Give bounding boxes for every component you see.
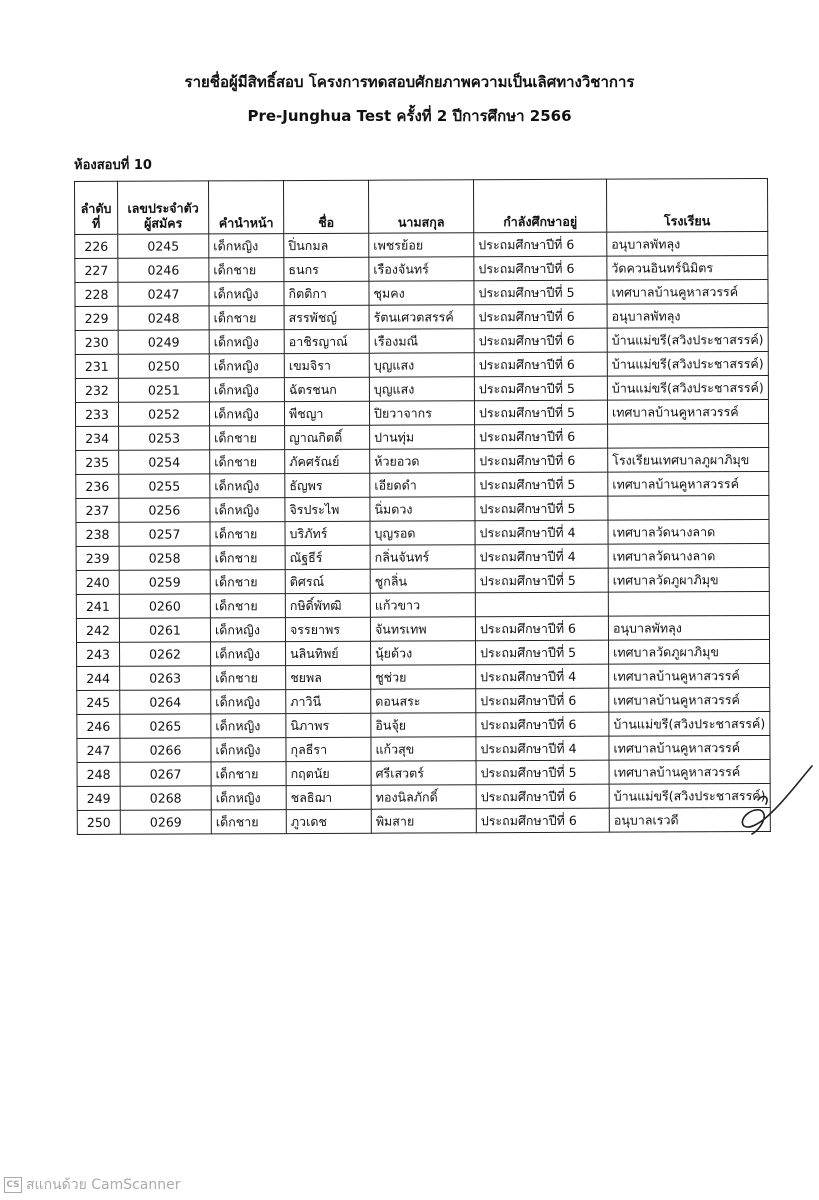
- cell-school: เทศบาลบ้านคูหาสวรรค์: [609, 687, 770, 712]
- cell-order: 236: [76, 474, 119, 498]
- table-row: [77, 663, 770, 690]
- table-row: [75, 351, 768, 378]
- cell-first-name: พีชญา: [284, 401, 369, 425]
- cell-grade: ประถมศึกษาปีที่ 5: [476, 640, 609, 665]
- cell-applicant-id: 0264: [120, 690, 211, 714]
- cell-first-name: นลินทิพย์: [286, 641, 371, 665]
- cell-applicant-id: 0257: [119, 522, 210, 546]
- cell-applicant-id: 0262: [120, 642, 211, 666]
- cell-first-name: ญาณกิตติ์: [285, 425, 370, 449]
- table-row: [76, 519, 769, 546]
- cell-first-name: ภูวเดช: [286, 809, 371, 833]
- cell-prefix: เด็กชาย: [210, 426, 285, 450]
- cell-last-name: ดอนสระ: [371, 689, 476, 713]
- cell-grade: ประถมศึกษาปีที่ 5: [475, 496, 608, 521]
- cell-applicant-id: 0248: [118, 306, 209, 330]
- cell-order: 238: [76, 522, 119, 546]
- cell-grade: ประถมศึกษาปีที่ 4: [475, 544, 608, 569]
- cell-prefix: เด็กชาย: [210, 450, 285, 474]
- cell-grade: ประถมศึกษาปีที่ 5: [476, 760, 609, 785]
- cell-school: บ้านแม่ขรี(สวิงประชาสรรค์): [607, 375, 768, 400]
- table-row: [76, 423, 769, 450]
- cell-first-name: เขมจิรา: [284, 353, 369, 377]
- cell-order: 243: [77, 642, 120, 666]
- cell-prefix: เด็กหญิง: [209, 330, 284, 354]
- cell-last-name: บุญแสง: [369, 377, 474, 401]
- cell-applicant-id: 0250: [118, 354, 209, 378]
- cell-first-name: อาชิรญาณ์: [284, 329, 369, 353]
- cell-prefix: เด็กชาย: [209, 306, 284, 330]
- cell-last-name: ทองนิลภักดิ์: [371, 785, 476, 809]
- cell-order: 250: [77, 810, 120, 834]
- cell-last-name: ชูกลิ่น: [370, 569, 475, 593]
- cell-first-name: จรรยาพร: [285, 617, 370, 641]
- scanner-watermark: [4, 1174, 181, 1196]
- cell-order: 240: [76, 570, 119, 594]
- cell-applicant-id: 0251: [118, 378, 209, 402]
- cell-order: 232: [75, 378, 118, 402]
- cell-grade: ประถมศึกษาปีที่ 5: [475, 568, 608, 593]
- cell-order: 226: [75, 234, 118, 258]
- cell-prefix: เด็กชาย: [210, 546, 285, 570]
- scanner-watermark-text: สแกนด้วย CamScanner: [26, 1177, 181, 1193]
- cell-first-name: กิตติกา: [284, 281, 369, 305]
- table-row: [76, 495, 769, 522]
- cell-first-name: บริภัทร์: [285, 521, 370, 545]
- cell-prefix: เด็กชาย: [210, 570, 285, 594]
- header-prefix: คำนำหน้า: [209, 181, 284, 234]
- cell-grade: ประถมศึกษาปีที่ 6: [474, 304, 607, 329]
- table-row: [77, 759, 770, 786]
- cell-order: 241: [76, 594, 119, 618]
- cell-applicant-id: 0249: [118, 330, 209, 354]
- cell-prefix: เด็กชาย: [211, 810, 286, 834]
- cell-last-name: นิ่มดวง: [370, 497, 475, 521]
- cell-grade: ประถมศึกษาปีที่ 6: [476, 712, 609, 737]
- cell-prefix: เด็กหญิง: [209, 354, 284, 378]
- cell-prefix: เด็กหญิง: [211, 786, 286, 810]
- table-row: [76, 567, 769, 594]
- cell-order: 231: [75, 354, 118, 378]
- cell-order: 239: [76, 546, 119, 570]
- cell-prefix: เด็กชาย: [209, 258, 284, 282]
- cell-grade: ประถมศึกษาปีที่ 4: [475, 520, 608, 545]
- cell-order: 244: [77, 666, 120, 690]
- cell-applicant-id: 0258: [119, 546, 210, 570]
- cell-applicant-id: 0261: [119, 618, 210, 642]
- cell-prefix: เด็กหญิง: [211, 714, 286, 738]
- cell-school: โรงเรียนเทศบาลภูผาภิมุข: [608, 447, 769, 472]
- cell-prefix: เด็กหญิง: [210, 498, 285, 522]
- table-row: [75, 399, 768, 426]
- cell-last-name: พิมสาย: [371, 809, 476, 833]
- cell-order: 248: [77, 762, 120, 786]
- cell-prefix: เด็กหญิง: [211, 690, 286, 714]
- cell-last-name: รัตนเศวตสรรค์: [369, 305, 474, 329]
- cell-school: บ้านแม่ขรี(สวิงประชาสรรค์): [607, 327, 768, 352]
- cell-first-name: นิภาพร: [286, 713, 371, 737]
- cell-first-name: จิรประไพ: [285, 497, 370, 521]
- cell-school: บ้านแม่ขรี(สวิงประชาสรรค์): [609, 783, 770, 808]
- cell-applicant-id: 0267: [120, 762, 211, 786]
- cell-school: [608, 495, 769, 520]
- cell-order: 227: [75, 258, 118, 282]
- cell-grade: ประถมศึกษาปีที่ 6: [476, 784, 609, 809]
- cell-applicant-id: 0252: [118, 402, 209, 426]
- table-row: [76, 591, 769, 618]
- cell-last-name: แก้วสุข: [371, 737, 476, 761]
- cell-grade: ประถมศึกษาปีที่ 6: [476, 688, 609, 713]
- document-subtitle: Pre-Junghua Test ครั้งที่ 2 ปีการศึกษา 2566: [247, 107, 572, 125]
- header-school: โรงเรียน: [606, 178, 767, 232]
- cell-school: อนุบาลเรวดี: [609, 807, 770, 832]
- cell-school: วัดควนอินทร์นิมิตร: [607, 255, 768, 280]
- cell-order: 228: [75, 282, 118, 306]
- cell-prefix: เด็กหญิง: [211, 642, 286, 666]
- cell-order: 246: [77, 714, 120, 738]
- cell-school: บ้านแม่ขรี(สวิงประชาสรรค์): [609, 711, 770, 736]
- cell-grade: ประถมศึกษาปีที่ 4: [476, 736, 609, 761]
- cell-applicant-id: 0245: [118, 234, 209, 258]
- cell-last-name: จันทรเทพ: [370, 617, 475, 641]
- cell-grade: ประถมศึกษาปีที่ 5: [474, 280, 607, 305]
- table-row: [75, 255, 768, 282]
- cell-first-name: ฉัตรชนก: [284, 377, 369, 401]
- cell-grade: ประถมศึกษาปีที่ 6: [476, 808, 609, 833]
- document-title: รายชื่อผู้มีสิทธิ์สอบ โครงการทดสอบศักยภาพความเป็นเลิศทางวิชาการ: [184, 73, 635, 91]
- cell-prefix: เด็กหญิง: [209, 234, 284, 258]
- cell-prefix: เด็กหญิง: [209, 378, 284, 402]
- table-row: [75, 231, 768, 258]
- cell-last-name: กลิ่นจันทร์: [370, 545, 475, 569]
- cell-applicant-id: 0256: [119, 498, 210, 522]
- cell-school: เทศบาลบ้านคูหาสวรรค์: [609, 759, 770, 784]
- cell-grade: ประถมศึกษาปีที่ 6: [474, 328, 607, 353]
- cell-first-name: ชยพล: [286, 665, 371, 689]
- cell-grade: ประถมศึกษาปีที่ 6: [474, 352, 607, 377]
- cell-first-name: ปิ่นกมล: [284, 233, 369, 257]
- cell-order: 235: [76, 450, 119, 474]
- cell-applicant-id: 0255: [119, 474, 210, 498]
- header-grade: กำลังศึกษาอยู่: [473, 179, 606, 233]
- table-row: [77, 783, 770, 810]
- cell-school: เทศบาลบ้านคูหาสวรรค์: [609, 735, 770, 760]
- cell-first-name: ภัคศรัณย์: [285, 449, 370, 473]
- cell-order: 237: [76, 498, 119, 522]
- cell-applicant-id: 0254: [119, 450, 210, 474]
- cell-applicant-id: 0265: [120, 714, 211, 738]
- cell-applicant-id: 0259: [119, 570, 210, 594]
- cell-grade: ประถมศึกษาปีที่ 6: [474, 232, 607, 257]
- table-body: [75, 231, 770, 834]
- table-row: [75, 327, 768, 354]
- cell-school: เทศบาลบ้านคูหาสวรรค์: [608, 471, 769, 496]
- cell-applicant-id: 0253: [119, 426, 210, 450]
- cell-school: [608, 591, 769, 616]
- exam-room-label: ห้องสอบที่ 10: [74, 158, 152, 173]
- cell-school: เทศบาลวัดนางลาด: [608, 543, 769, 568]
- cell-prefix: เด็กชาย: [211, 762, 286, 786]
- table-row: [77, 711, 770, 738]
- cell-applicant-id: 0246: [118, 258, 209, 282]
- cell-last-name: ปานทุ่ม: [370, 425, 475, 449]
- cell-last-name: ปิยวาจากร: [369, 401, 474, 425]
- cell-order: 242: [76, 618, 119, 642]
- cell-last-name: เรืองจันทร์: [369, 257, 474, 281]
- signature-mark: [730, 760, 819, 840]
- cell-prefix: เด็กหญิง: [209, 282, 284, 306]
- cell-order: 230: [75, 330, 118, 354]
- cell-last-name: เพชรย้อย: [369, 233, 474, 257]
- table-row: [77, 687, 770, 714]
- cell-grade: ประถมศึกษาปีที่ 5: [475, 472, 608, 497]
- cell-school: [608, 423, 769, 448]
- cell-grade: ประถมศึกษาปีที่ 6: [475, 616, 608, 641]
- table-row: [75, 279, 768, 306]
- cell-first-name: กฤตนัย: [286, 761, 371, 785]
- table-row: [76, 471, 769, 498]
- cell-prefix: เด็กชาย: [210, 594, 285, 618]
- cell-school: บ้านแม่ขรี(สวิงประชาสรรค์): [607, 351, 768, 376]
- cell-grade: ประถมศึกษาปีที่ 6: [474, 256, 607, 281]
- cell-applicant-id: 0269: [120, 810, 211, 834]
- cell-first-name: ณัฐธีร์: [285, 545, 370, 569]
- cell-last-name: นุ้ยด้วง: [371, 641, 476, 665]
- cell-prefix: เด็กหญิง: [210, 474, 285, 498]
- cell-order: 233: [75, 402, 118, 426]
- cell-first-name: ติศรณ์: [285, 569, 370, 593]
- cell-school: อนุบาลพัทลุง: [607, 231, 768, 256]
- cell-first-name: สรรพัชญ์: [284, 305, 369, 329]
- table-row: [76, 615, 769, 642]
- cell-grade: ประถมศึกษาปีที่ 4: [476, 664, 609, 689]
- cell-grade: ประถมศึกษาปีที่ 6: [475, 448, 608, 473]
- table-row: [76, 543, 769, 570]
- cell-prefix: เด็กหญิง: [209, 402, 284, 426]
- cell-order: 249: [77, 786, 120, 810]
- cell-first-name: กุลธีรา: [286, 737, 371, 761]
- cell-last-name: ห้วยอวด: [370, 449, 475, 473]
- cell-first-name: กษิดิ์พัทฒิ: [285, 593, 370, 617]
- table-row: [77, 735, 770, 762]
- cell-last-name: อินจุ้ย: [371, 713, 476, 737]
- cell-first-name: ชลธิฌา: [286, 785, 371, 809]
- cell-prefix: เด็กชาย: [211, 666, 286, 690]
- cell-school: เทศบาลวัดภูผาภิมุข: [608, 567, 769, 592]
- cell-applicant-id: 0266: [120, 738, 211, 762]
- cell-order: 245: [77, 690, 120, 714]
- cell-prefix: เด็กหญิง: [211, 738, 286, 762]
- cell-applicant-id: 0263: [120, 666, 211, 690]
- cell-applicant-id: 0260: [119, 594, 210, 618]
- table-row: [75, 303, 768, 330]
- cell-school: เทศบาลบ้านคูหาสวรรค์: [607, 279, 768, 304]
- cell-first-name: ภาวินี: [286, 689, 371, 713]
- camscanner-logo-icon: CS: [4, 1177, 22, 1193]
- table-row: [75, 375, 768, 402]
- table-row: [77, 639, 770, 666]
- header-first-name: ชื่อ: [284, 180, 369, 233]
- cell-school: เทศบาลบ้านคูหาสวรรค์: [607, 399, 768, 424]
- table-row: [76, 447, 769, 474]
- cell-order: 229: [75, 306, 118, 330]
- cell-school: เทศบาลวัดภูผาภิมุข: [609, 639, 770, 664]
- table-row: [77, 807, 770, 834]
- cell-last-name: เอียดดำ: [370, 473, 475, 497]
- cell-school: เทศบาลวัดนางลาด: [608, 519, 769, 544]
- cell-applicant-id: 0268: [120, 786, 211, 810]
- cell-last-name: แก้วขาว: [370, 593, 475, 617]
- cell-grade: ประถมศึกษาปีที่ 5: [474, 376, 607, 401]
- cell-school: เทศบาลบ้านคูหาสวรรค์: [609, 663, 770, 688]
- cell-last-name: บุญรอด: [370, 521, 475, 545]
- cell-prefix: เด็กชาย: [210, 522, 285, 546]
- cell-first-name: ธัญพร: [285, 473, 370, 497]
- cell-last-name: ศรีเสวตร์: [371, 761, 476, 785]
- cell-last-name: บุญแสง: [369, 353, 474, 377]
- table-header-row: [75, 178, 768, 234]
- cell-order: 247: [77, 738, 120, 762]
- cell-last-name: ชูช่วย: [371, 665, 476, 689]
- cell-order: 234: [76, 426, 119, 450]
- header-order: ลำดับ ที่: [75, 181, 118, 234]
- cell-first-name: ธนกร: [284, 257, 369, 281]
- cell-school: อนุบาลพัทลุง: [607, 303, 768, 328]
- cell-prefix: เด็กหญิง: [210, 618, 285, 642]
- cell-applicant-id: 0247: [118, 282, 209, 306]
- cell-last-name: เรืองมณี: [369, 329, 474, 353]
- header-last-name: นามสกุล: [368, 180, 473, 233]
- cell-school: อนุบาลพัทลุง: [608, 615, 769, 640]
- cell-last-name: ชุมคง: [369, 281, 474, 305]
- candidate-table: [74, 178, 771, 835]
- cell-grade: [475, 592, 608, 617]
- cell-grade: ประถมศึกษาปีที่ 5: [474, 400, 607, 425]
- cell-grade: ประถมศึกษาปีที่ 6: [475, 424, 608, 449]
- header-applicant-id: เลขประจำตัว ผู้สมัคร: [118, 181, 209, 234]
